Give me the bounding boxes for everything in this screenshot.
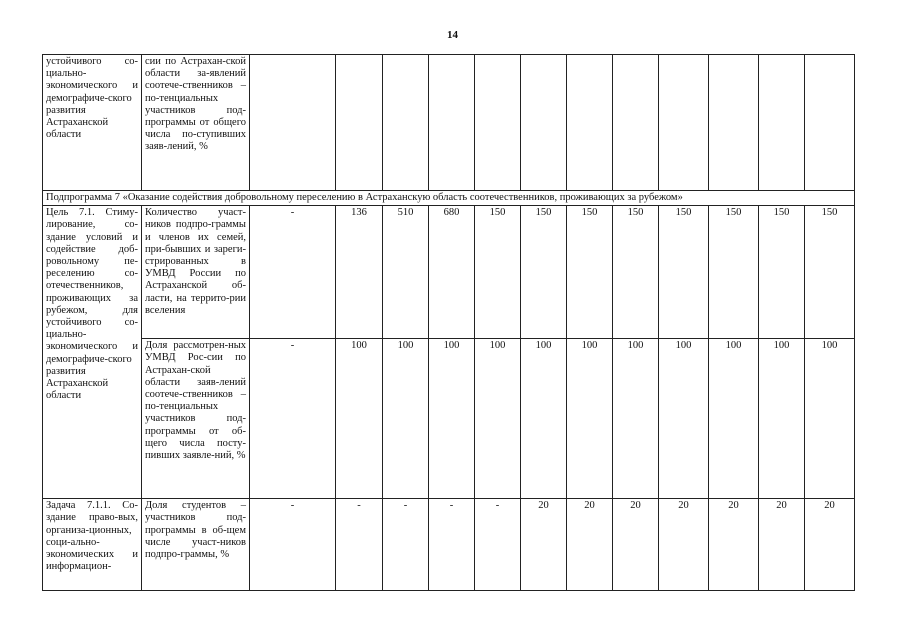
subprogram-row xyxy=(43,191,855,206)
value-cell: - xyxy=(383,499,429,591)
value-cell: 20 xyxy=(567,499,613,591)
table-row-indicator-1 xyxy=(43,206,855,339)
goal-cell: устойчивого со-циально-экономического и демографиче-ского развития Астраханской области xyxy=(43,55,142,191)
value-cell: 150 xyxy=(613,206,659,339)
value-cell: 100 xyxy=(521,339,567,499)
value-cell: 100 xyxy=(429,339,475,499)
indicator-1-label: Количество участ-ников подпро-граммы и членов их семей, при-бывших и зареги-стрированных в УМВД России по Астраханской об-ласти, на террито-рии вселения xyxy=(142,206,250,339)
value-cell: 100 xyxy=(759,339,805,499)
value-cell: 100 xyxy=(336,339,383,499)
value-cell: 20 xyxy=(805,499,855,591)
table-row-task-7-1-1 xyxy=(43,499,855,591)
value-cell: 20 xyxy=(613,499,659,591)
value-cell: 20 xyxy=(709,499,759,591)
value-cell: 150 xyxy=(521,206,567,339)
value-cell: - xyxy=(429,499,475,591)
task-7-1-1-cell: Задача 7.1.1. Со-здание право-вых, организа-ционных, соци-ально-экономических и информацион- xyxy=(43,499,142,591)
value-cell: - xyxy=(250,206,336,339)
indicator-2-label: Доля рассмотрен-ных УМВД Рос-сии по Астрахан-ской области заяв-лений соотече-ственников – по-тенциальных участников под-программы от об-щего числа посту-пивших заявле-ний, % xyxy=(142,339,250,499)
value-cell: 150 xyxy=(659,206,709,339)
value-cell: 510 xyxy=(383,206,429,339)
indicators-table xyxy=(42,54,855,591)
value-cell: 20 xyxy=(521,499,567,591)
indicator-cell: сии по Астрахан-ской области за-явлений соотече-ственников – по-тенциальных участников под-программы от общего числа по-ступивших заяв-лений, % xyxy=(142,55,250,191)
value-cell: 20 xyxy=(759,499,805,591)
value-cell: 150 xyxy=(709,206,759,339)
goal-7-1-cell: Цель 7.1. Стиму-лирование, со-здание условий и содействие доб-ровольному пе-реселению со-отечественников, проживающих за рубежом, для устойчивого со-циально-экономического и демографиче-ского развития Астраханской области xyxy=(43,206,142,499)
value-cell: 150 xyxy=(759,206,805,339)
table-row-continuation xyxy=(43,55,855,191)
value-cell: 100 xyxy=(659,339,709,499)
value-cell: 680 xyxy=(429,206,475,339)
table-row-indicator-2 xyxy=(43,339,855,499)
value-cell: - xyxy=(250,339,336,499)
task-indicator-label: Доля студентов – участников под-программы в об-щем числе участ-ников подпро-граммы, % xyxy=(142,499,250,591)
value-cell: 136 xyxy=(336,206,383,339)
value-cell: - xyxy=(475,499,521,591)
value-cell: 100 xyxy=(613,339,659,499)
value-cell: 100 xyxy=(805,339,855,499)
value-cell: 100 xyxy=(567,339,613,499)
subprogram-title: Подпрограмма 7 «Оказание содействия добровольному переселению в Астраханскую область соотечественников, проживающих за рубежом» xyxy=(43,191,855,206)
value-cell: - xyxy=(336,499,383,591)
value-cell: 150 xyxy=(567,206,613,339)
value-cell: 100 xyxy=(383,339,429,499)
value-cell: 100 xyxy=(475,339,521,499)
value-cell: - xyxy=(250,499,336,591)
value-cell: 100 xyxy=(709,339,759,499)
page-number: 14 xyxy=(447,29,458,41)
value-cell: 20 xyxy=(659,499,709,591)
value-cell: 150 xyxy=(475,206,521,339)
value-cell: 150 xyxy=(805,206,855,339)
